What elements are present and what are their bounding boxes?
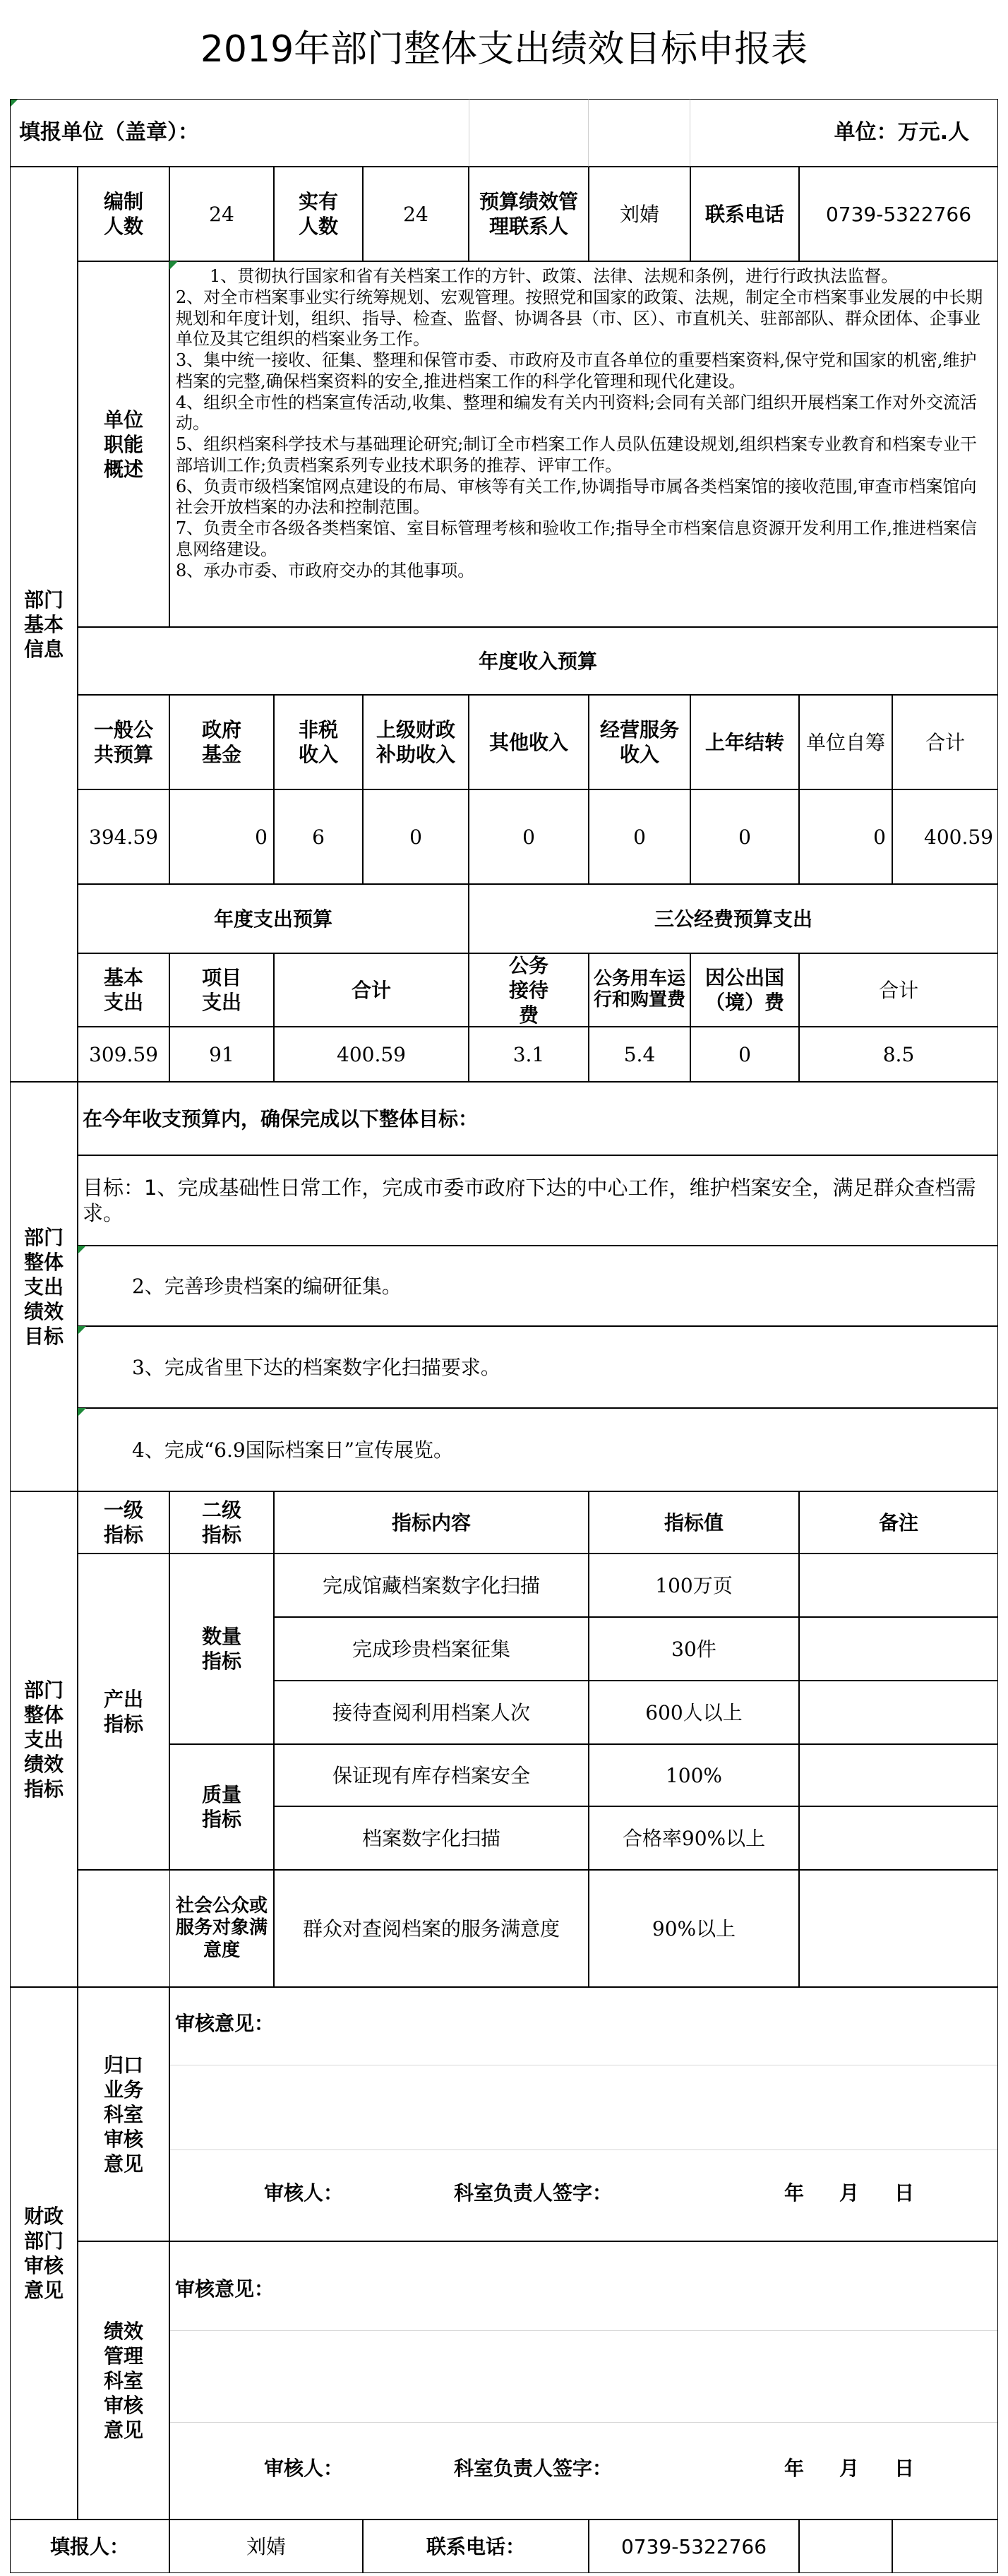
review-dept1-year: 年 [784,2181,804,2205]
income-header-carryover: 上年结转 [690,695,799,789]
public-header-total: 合计 [799,953,998,1027]
indicator-quantity-label [169,1554,274,1744]
income-value-non-tax: 6 [274,789,363,884]
income-value-upper-subsidy: 0 [363,789,469,884]
review-dept2-opinion-label: 审核意见： [175,2277,275,2301]
indicator-content-6: 群众对查阅档案的服务满意度 [274,1870,589,1987]
contact-person-value: 刘婧 [589,167,690,261]
goal-item-4: 4、完成“6.9国际档案日”宣传展览。 [78,1408,998,1491]
goal-item-2: 2、完善珍贵档案的编研征集。 [78,1246,998,1326]
duties-label [78,261,169,627]
actual-staff-label [274,167,363,261]
expense-value-project: 91 [169,1027,274,1082]
indicator-note-6 [799,1870,998,1987]
review-dept1-head-sign-label[interactable]: 科室负责人签字： [453,2181,612,2205]
expense-value-basic: 309.59 [78,1027,169,1082]
section-review-text: 财政部门审核意见 [23,2205,64,2302]
income-header-upper-subsidy [363,695,469,789]
review-dept1-month: 月 [839,2181,859,2205]
indicator-quantity-text: 数量指标 [201,1625,241,1673]
contact-person-label: 预算绩效管理联系人 [469,167,589,261]
header-blank-cell [589,99,690,167]
review-dept1-opinion-label: 审核意见： [175,2011,275,2035]
indicator-quality-label [169,1744,274,1870]
indicator-content-1: 完成馆藏档案数字化扫描 [274,1554,589,1617]
header-blank-cell [469,99,589,167]
income-header-gov-fund [169,695,274,789]
indicator-header-level1 [78,1491,169,1554]
indicator-note-3 [799,1681,998,1744]
goal-item-3: 3、完成省里下达的档案数字化扫描要求。 [78,1326,998,1408]
indicator-value-4: 100% [589,1744,799,1806]
income-header-text: 上级财政补助收入 [376,718,455,766]
footer-filler-value[interactable]: 刘婧 [169,2520,363,2573]
comment-marker-icon [78,1326,86,1335]
indicator-content-4: 保证现有库存档案安全 [274,1744,589,1806]
goal-item-1: 目标：1、完成基础性日常工作，完成市委市政府下达的中心工作，维护档案安全，满足群众查档需求。 [78,1155,998,1246]
page-title: 2019年部门整体支出绩效目标申报表 [200,28,808,71]
public-header-abroad [690,953,799,1027]
goals-intro: 在今年收支预算内，确保完成以下整体目标： [78,1082,998,1155]
section-goals-text: 部门整体支出绩效目标 [23,1225,64,1348]
staff-quota-label-text: 编制人数 [103,190,143,238]
indicator-content-5: 档案数字化扫描 [274,1806,589,1870]
expense-header-text: 基本支出 [103,966,143,1014]
footer-blank-cell [892,2520,998,2573]
income-header-general-budget [78,695,169,789]
indicator-value-5: 合格率90%以上 [589,1806,799,1870]
staff-quota-label [78,167,169,261]
indicator-content-3: 接待查阅利用档案人次 [274,1681,589,1744]
footer-blank-cell [799,2520,892,2573]
review-dept2-month: 月 [839,2456,859,2480]
expense-header-basic [78,953,169,1027]
unit-label: 单位：万元.人 [690,99,998,167]
indicator-note-2 [799,1617,998,1681]
section-review-label [10,1987,78,2520]
indicator-satisfaction-label [169,1870,274,1987]
review-dept1-day: 日 [894,2181,914,2205]
income-header-text: 非税收入 [298,718,338,766]
duties-text: 1、贯彻执行国家和省有关档案工作的方针、政策、法律、法规和条例，进行行政执法监督。 2、对全市档案事业实行统筹规划、宏观管理。按照党和国家的政策、法规，制定全市档案事业发展的中长期规划和年度计划，组织、指导、检查、监督、协调各县（市、区）、市直机关、驻部部队、群众团体、企事业单位及其它组织的档案业务工作。 3、集中统一接收、征集、整理和保管市委、市政府及市直各单位的重要档案资料,保守党和国家的机密,维护档案的完整,确保档案资料的安全,推进档案工作的科学化管理和现代化建设。 4、组织全市性的档案宣传活动,收集、整理和编发有关内刊资料;会同有关部门组织开展档案工作对外交流活动。 5、组织档案科学技术与基础理论研究;制订全市档案工作人员队伍建设规划,组织档案专业教育和档案专业干部培训工作;负责档案系列专业技术职务的推荐、评审工作。 6、负责市级档案馆网点建设的布局、审核等有关工作,协调指导市属各类档案馆的接收范围,审查市档案馆向社会开放档案的办法和控制范围。 7、负责全市各级各类档案馆、室目标管理考核和验收工作;指导全市档案信息资源开发利用工作,推进档案信息网络建设。 8、承办市委、市政府交办的其他事项。 [169,261,998,627]
indicator-header-content: 指标内容 [274,1491,589,1554]
income-value-self-raised: 0 [799,789,892,884]
staff-quota-value: 24 [169,167,274,261]
income-header-text: 政府基金 [201,718,241,766]
section-goals-label [10,1082,78,1491]
phone-value: 0739-5322766 [799,167,998,261]
income-header-total: 合计 [892,695,998,789]
indicator-level1-output [78,1554,169,1870]
review-dept2-text: 绩效管理科室审核意见 [103,2319,143,2442]
indicator-level1-text: 产出指标 [103,1688,143,1736]
review-dept2-day: 日 [894,2456,914,2480]
indicator-value-6: 90%以上 [589,1870,799,1987]
indicator-header-level2 [169,1491,274,1554]
income-title: 年度收入预算 [78,627,998,695]
public-value-total: 8.5 [799,1027,998,1082]
three-public-title: 三公经费预算支出 [469,884,998,953]
section-indicators-label [10,1491,78,1987]
public-header-text: 公务接待费 [508,953,548,1027]
public-header-vehicle [589,953,690,1027]
section-indicators-text: 部门整体支出绩效指标 [23,1678,64,1801]
expense-header-text: 项目支出 [201,966,241,1014]
indicator-header-value: 指标值 [589,1491,799,1554]
income-header-text: 一般公共预算 [93,718,153,766]
fill-unit-label: 填报单位（盖章）： [10,99,469,167]
review-dept1-reviewer-label[interactable]: 审核人： [263,2181,343,2205]
public-value-vehicle: 5.4 [589,1027,690,1082]
public-header-reception [469,953,589,1027]
income-header-self-raised: 单位自筹 [799,695,892,789]
expense-title: 年度支出预算 [78,884,469,953]
public-value-abroad: 0 [690,1027,799,1082]
indicator-note-4 [799,1744,998,1806]
indicator-note-5 [799,1806,998,1870]
section-basic-info-text: 部门基本信息 [23,588,64,661]
income-header-text: 经营服务收入 [599,718,679,766]
income-value-other: 0 [469,789,589,884]
review-dept2-reviewer-label[interactable]: 审核人： [263,2456,343,2480]
review-dept1-gridline [170,2149,997,2150]
expense-header-total: 合计 [274,953,469,1027]
review-dept2-gridline [170,2422,997,2423]
review-dept2-gridline [170,2330,997,2331]
indicator-content-2: 完成珍贵档案征集 [274,1617,589,1681]
indicator-quality-text: 质量指标 [201,1783,241,1831]
income-value-carryover: 0 [690,789,799,884]
indicator-note-1 [799,1554,998,1617]
expense-value-total: 400.59 [274,1027,469,1082]
income-header-non-tax [274,695,363,789]
income-header-other: 其他收入 [469,695,589,789]
income-value-operating: 0 [589,789,690,884]
indicator-header-text: 一级指标 [103,1498,143,1546]
footer-filler-label: 填报人： [10,2520,169,2573]
income-value-gov-fund: 0 [169,789,274,884]
phone-label: 联系电话 [690,167,799,261]
duties-label-text: 单位职能概述 [103,407,143,481]
indicator-value-1: 100万页 [589,1554,799,1617]
review-dept2-head-sign-label[interactable]: 科室负责人签字： [453,2456,612,2480]
indicator-value-3: 600人以上 [589,1681,799,1744]
actual-staff-value: 24 [363,167,469,261]
actual-staff-label-text: 实有人数 [298,190,338,238]
review-dept1-label [78,1987,169,2241]
review-dept1-text: 归口业务科室审核意见 [103,2053,143,2176]
public-header-text: 公务用车运行和购置费 [593,968,685,1010]
public-value-reception: 3.1 [469,1027,589,1082]
indicator-header-note: 备注 [799,1491,998,1554]
comment-marker-icon [169,261,178,270]
public-header-text: 因公出国（境）费 [704,966,784,1014]
comment-marker-icon [78,1246,86,1254]
review-dept2-year: 年 [784,2456,804,2480]
footer-phone-label: 联系电话： [363,2520,589,2573]
income-header-operating [589,695,690,789]
footer-phone-value[interactable]: 0739-5322766 [589,2520,799,2573]
expense-header-project [169,953,274,1027]
indicator-satisfaction-text: 社会公众或服务对象满意度 [175,1895,268,1961]
indicator-value-2: 30件 [589,1617,799,1681]
indicator-header-text: 二级指标 [201,1498,241,1546]
indicator-level1-blank [78,1870,169,1987]
income-value-general-budget: 394.59 [78,789,169,884]
section-basic-info-label [10,167,78,1082]
comment-marker-icon [78,1408,86,1417]
review-dept2-label [78,2241,169,2520]
income-value-total: 400.59 [892,789,998,884]
